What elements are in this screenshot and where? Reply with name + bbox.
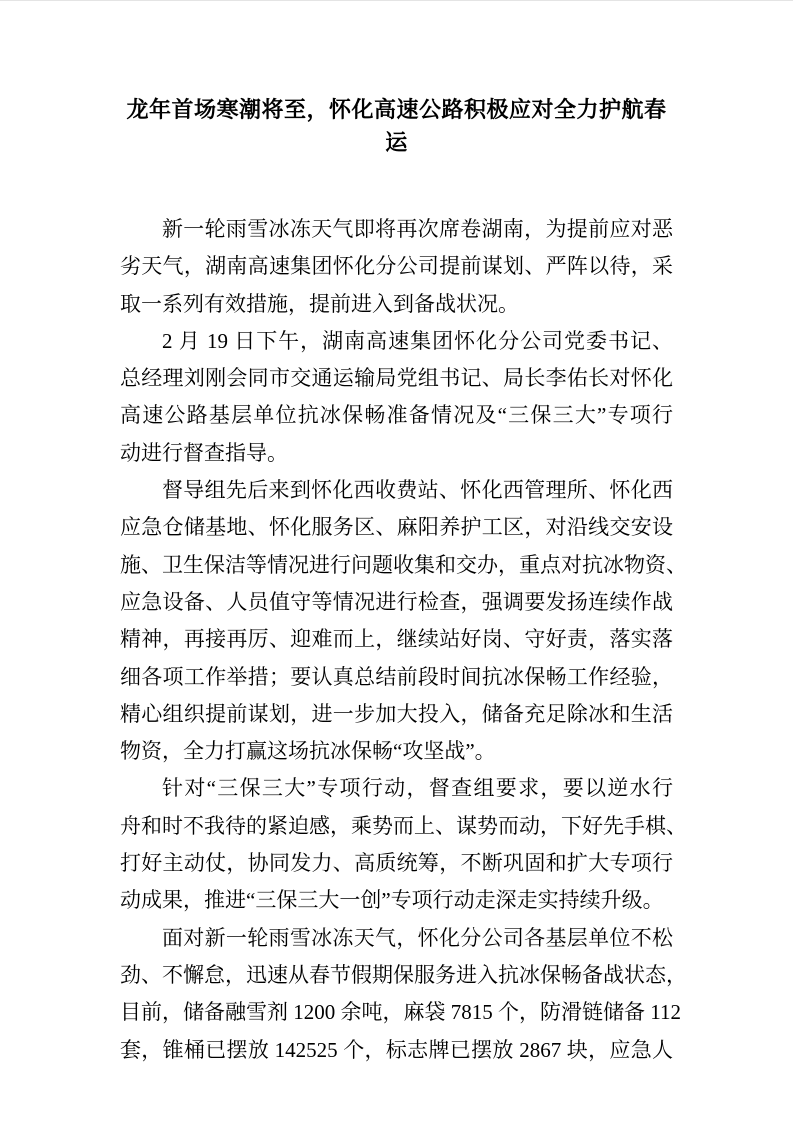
text-line: 应急设备、人员值守等情况进行检查，强调要发扬连续作战	[120, 589, 673, 614]
paragraph	[120, 920, 687, 1069]
text-line: 新一轮雨雪冰冻天气即将再次席卷湖南，为提前应对恶	[162, 217, 673, 241]
text-line: 面对新一轮雨雪冰冻天气，怀化分公司各基层单位不松	[162, 925, 673, 950]
paragraph	[120, 770, 687, 919]
text-line: 目前，储备融雪剂 1200 余吨，麻袋 7815 个，防滑链储备 112	[120, 1000, 681, 1025]
text-line: 总经理刘刚会同市交通运输局党组书记、局长李佑长对怀化	[120, 366, 673, 391]
text-line: 细各项工作举措；要认真总结前段时间抗冰保畅工作经验，	[120, 664, 673, 689]
paragraph	[120, 323, 673, 472]
text-line: 2 月 19 日下午，湖南高速集团怀化分公司党委书记、	[162, 328, 673, 353]
text-line: 施、卫生保洁等情况进行问题收集和交办，重点对抗冰物资、	[120, 552, 687, 577]
text-line: 舟和时不我待的紧迫感，乘势而上、谋势而动，下好先手棋、	[120, 813, 687, 838]
paragraph	[120, 211, 673, 323]
paragraph	[120, 472, 687, 770]
text-line: 取一系列有效措施，提前进入到备战状况。	[120, 291, 519, 316]
text-line: 物资，全力打赢这场抗冰保畅“攻坚战”。	[120, 739, 496, 764]
document-title: 龙年首场寒潮将至，怀化高速公路积极应对全力护航春运	[126, 97, 667, 155]
text-line: 精心组织提前谋划，进一步加大投入，储备充足除冰和生活	[120, 701, 673, 726]
text-line: 动进行督查指导。	[120, 440, 288, 465]
text-line: 劣天气，湖南高速集团怀化分公司提前谋划、严阵以待，采	[120, 254, 673, 279]
text-line: 应急仓储基地、怀化服务区、麻阳养护工区，对沿线交安设	[120, 515, 673, 540]
document-body	[120, 211, 687, 1069]
text-line: 高速公路基层单位抗冰保畅准备情况及“三保三大”专项行	[120, 403, 673, 428]
text-line: 劲、不懈怠，迅速从春节假期保服务进入抗冰保畅备战状态，	[120, 962, 687, 987]
text-line: 动成果，推进“三保三大一创”专项行动走深走实持续升级。	[120, 888, 664, 913]
text-line: 打好主动仗，协同发力、高质统筹，不断巩固和扩大专项行	[120, 851, 673, 876]
text-line: 套，锥桶已摆放 142525 个，标志牌已摆放 2867 块，应急人	[120, 1037, 673, 1062]
text-line: 精神，再接再厉、迎难而上，继续站好岗、守好责，落实落	[120, 627, 673, 652]
text-line: 针对“三保三大”专项行动，督查组要求，要以逆水行	[162, 776, 673, 801]
text-line: 督导组先后来到怀化西收费站、怀化西管理所、怀化西	[162, 478, 673, 503]
